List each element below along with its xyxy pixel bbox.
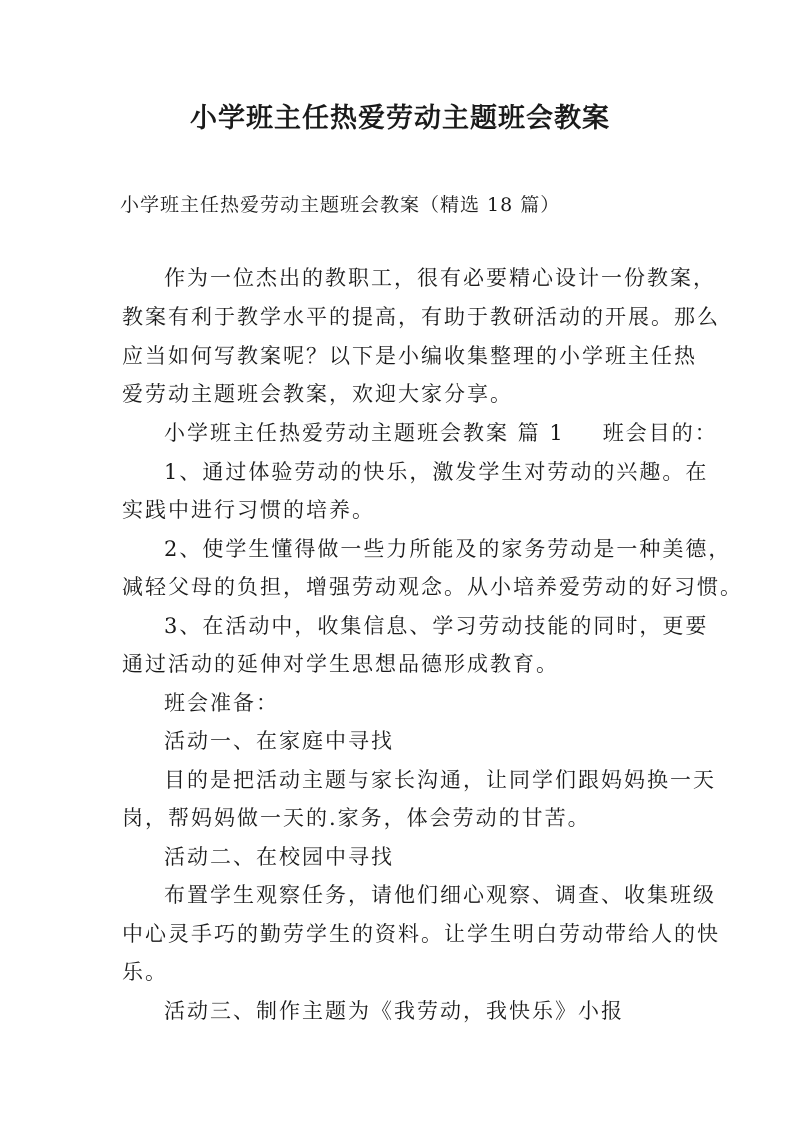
activity-title: 活动三、制作主题为《我劳动，我快乐》小报 [164,999,624,1023]
prep-label: 班会准备： [164,691,279,715]
intro-line: 作为一位杰出的教职工，很有必要精心设计一份教案， [164,266,716,290]
intro-line: 应当如何写教案呢？以下是小编收集整理的小学班主任热 [122,344,697,368]
activity-title: 活动二、在校园中寻找 [164,845,394,869]
intro-line: 爱劳动主题班会教案，欢迎大家分享。 [122,382,513,406]
goal-line: 减轻父母的负担，增强劳动观念。从小培养爱劳动的好习惯。 [122,575,743,599]
goal-line: 1、通过体验劳动的快乐，激发学生对劳动的兴趣。在 [164,460,709,484]
goal-label: 班会目的： [602,421,718,445]
activity-text-line: 布置学生观察任务，请他们细心观察、调查、收集班级 [164,883,716,907]
section-heading-line [164,417,718,447]
goal-line: 3、在活动中，收集信息、学习劳动技能的同时，更要 [164,614,709,638]
document-subtitle: 小学班主任热爱劳动主题班会教案（精选 18 篇） [120,194,561,216]
activity-title: 活动一、在家庭中寻找 [164,729,394,753]
activity-text-line: 中心灵手巧的勤劳学生的资料。让学生明白劳动带给人的快 [122,922,720,946]
document-title: 小学班主任热爱劳动主题班会教案 [190,103,610,134]
activity-text-line: 岗，帮妈妈做一天的.家务，体会劳动的甘苦。 [122,806,591,830]
activity-text-line: 乐。 [122,960,168,984]
activity-text-line: 目的是把活动主题与家长沟通，让同学们跟妈妈换一天 [164,768,716,792]
intro-line: 教案有利于教学水平的提高，有助于教研活动的开展。那么 [122,305,720,329]
goal-line: 实践中进行习惯的培养。 [122,498,375,522]
section-heading: 小学班主任热爱劳动主题班会教案 篇 1 [164,421,565,445]
goal-line: 2、使学生懂得做一些力所能及的家务劳动是一种美德， [164,537,732,561]
goal-line: 通过活动的延伸对学生思想品德形成教育。 [122,652,559,676]
